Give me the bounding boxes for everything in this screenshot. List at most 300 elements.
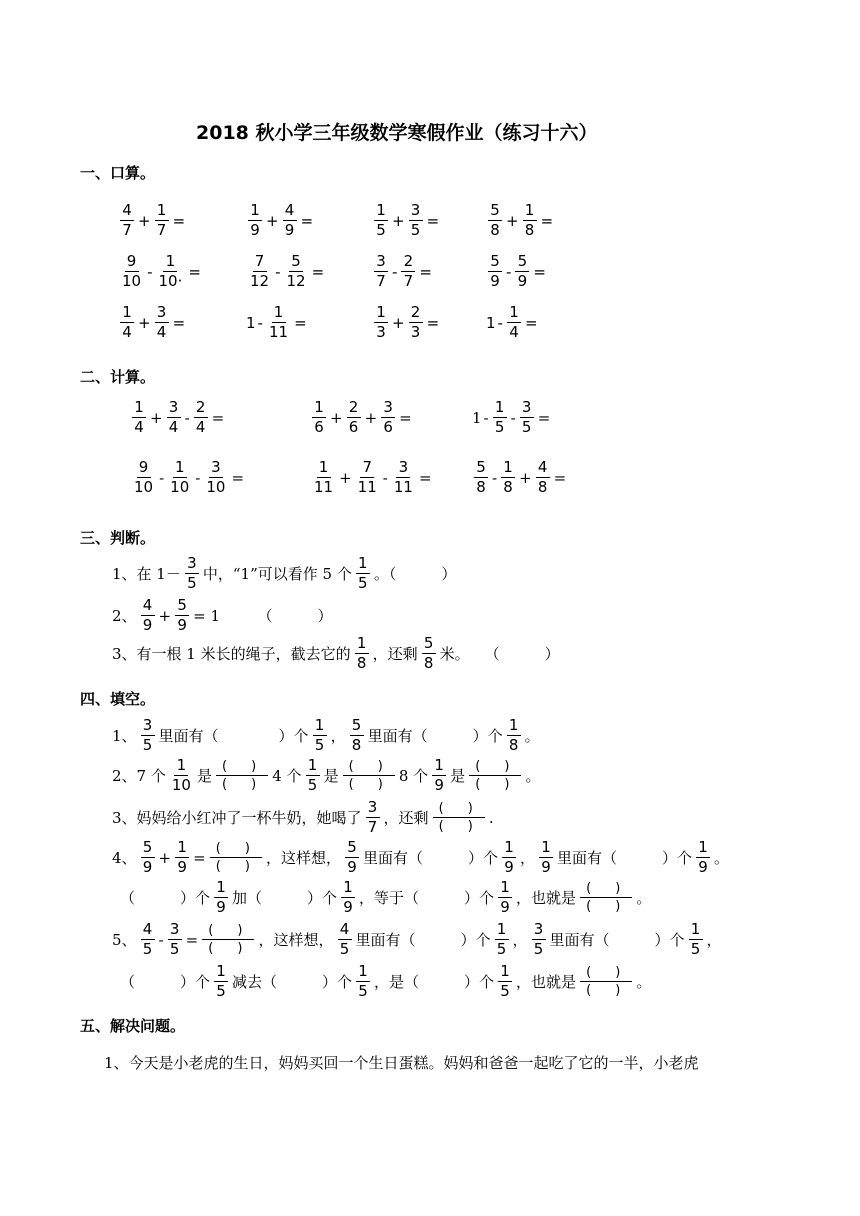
fraction [374, 254, 388, 289]
fraction-numerator: 1 [306, 758, 320, 776]
fraction [285, 254, 308, 289]
fill-item-4 [112, 840, 729, 875]
text-run: 。 [636, 973, 652, 991]
fraction [374, 203, 388, 238]
fraction-denominator: 4 [122, 323, 132, 341]
fraction [374, 305, 388, 340]
fraction [141, 598, 155, 633]
text-run: 里面有（ ）个 [158, 727, 309, 745]
text-run: 是 [450, 767, 466, 785]
fraction-denominator: 8 [490, 221, 500, 239]
fraction-numerator: 1 [374, 305, 388, 323]
fraction [157, 254, 185, 289]
fraction-denominator: 9 [517, 272, 528, 290]
text-run: + [138, 211, 151, 230]
fraction [168, 922, 182, 957]
fraction-numerator: 5 [422, 636, 436, 654]
fraction-numerator: 3 [396, 460, 410, 478]
text-run: - [159, 468, 165, 487]
fraction [120, 203, 134, 238]
section-calc-heading: 二、计算。 [80, 368, 156, 386]
fraction-denominator: ( ) [586, 983, 631, 998]
text-run: + [519, 468, 532, 487]
text-run: - [492, 468, 498, 487]
answer-blank-fraction [469, 760, 521, 791]
fraction-denominator: 8 [524, 221, 535, 239]
fraction-numerator: 1 [539, 840, 553, 858]
fraction-denominator: 5 [314, 736, 325, 754]
text-run: = [524, 313, 538, 332]
oral-item [246, 254, 324, 289]
text-run: - [506, 262, 512, 281]
fraction-numerator: 1 [173, 460, 187, 478]
text-run: ， [512, 931, 528, 949]
judge-item-2 [112, 598, 333, 633]
oral-item [486, 254, 546, 289]
text-run: = [426, 313, 440, 332]
text-run: + [158, 848, 172, 867]
fraction-numerator: 5 [474, 460, 488, 478]
fraction-denominator: 7 [367, 818, 378, 836]
fraction-numerator: 4 [141, 598, 155, 616]
fraction [498, 880, 512, 915]
text-run: + [392, 211, 405, 230]
fill-item-3 [112, 800, 494, 835]
fraction [689, 922, 703, 957]
fraction-denominator: 4 [134, 418, 144, 436]
text-run: = [426, 211, 440, 230]
fraction-numerator: 2 [401, 254, 415, 272]
fraction [432, 758, 446, 793]
text-run: + [506, 211, 519, 230]
fraction-denominator: 9 [504, 858, 514, 876]
fraction-denominator: 10 [170, 478, 190, 496]
fraction-numerator: 4 [120, 203, 134, 221]
fraction-numerator: 1 [341, 880, 355, 898]
fraction-denominator: 8 [537, 478, 548, 496]
text-run: = [419, 262, 432, 281]
fraction [267, 305, 290, 340]
fraction [356, 460, 379, 495]
fraction-denominator: 9 [142, 616, 153, 634]
fraction-numerator: 1 [498, 964, 512, 982]
text-run: ，是（ ）个 [374, 973, 495, 991]
text-run: - [147, 262, 153, 281]
text-run: = [231, 468, 245, 487]
fraction-denominator: 9 [434, 776, 444, 794]
text-run: ， [520, 849, 536, 867]
oral-item [118, 305, 185, 340]
text-run: （ ）个 [120, 973, 211, 991]
fill-item-5-line-2 [120, 964, 651, 999]
text-run: 加（ ）个 [232, 889, 338, 907]
fraction-denominator: 8 [503, 478, 513, 496]
fraction-numerator: 4 [141, 922, 155, 940]
fraction-denominator: 6 [383, 418, 393, 436]
judge-item-1 [112, 556, 456, 591]
fraction-numerator: 1 [174, 758, 188, 776]
text-run: 。 [524, 727, 540, 745]
calc-item [310, 400, 412, 435]
fraction-numerator: 1 [507, 305, 521, 323]
fraction-numerator: 5 [141, 840, 155, 858]
text-run: 1、在 1－ [112, 565, 181, 583]
fraction [507, 718, 521, 753]
text-run: 。 [525, 767, 541, 785]
fraction-numerator: 2 [409, 305, 423, 323]
fraction-denominator: 6 [314, 418, 324, 436]
text-run: - [158, 930, 164, 949]
fraction-numerator: ( ) [433, 802, 485, 818]
fraction [409, 203, 423, 238]
fraction-numerator: 1 [689, 922, 703, 940]
fraction-denominator: 12 [250, 272, 270, 290]
fraction-denominator: 9 [177, 858, 187, 876]
fraction-numerator: 1 [493, 400, 507, 418]
text-run: 3、有一根 1 米长的绳子，截去它的 [112, 645, 351, 663]
text-run: + [138, 313, 151, 332]
text-run: 1、 [112, 727, 137, 745]
fraction-denominator: 8 [356, 654, 367, 672]
fraction-denominator: 7 [376, 272, 386, 290]
text-run: 。 [636, 889, 652, 907]
text-run: . [488, 808, 494, 827]
text-run: （ ）个 [120, 889, 211, 907]
text-run: 4、 [112, 849, 137, 867]
fraction-denominator: 5 [500, 982, 510, 1000]
text-run: 。 [714, 849, 730, 867]
text-run: + [158, 606, 172, 625]
fraction-denominator: ( ) [348, 777, 393, 792]
text-run: = [188, 262, 201, 281]
fraction-denominator: 4 [509, 323, 519, 341]
text-run: ， [330, 727, 346, 745]
fraction [520, 400, 534, 435]
fraction-numerator: 3 [532, 922, 546, 940]
fraction-numerator: 9 [137, 460, 151, 478]
fraction [155, 305, 169, 340]
fraction [515, 254, 529, 289]
fraction-numerator: 1 [214, 964, 228, 982]
text-run: ，等于（ ）个 [359, 889, 495, 907]
text-run: 是 [323, 767, 339, 785]
fraction [536, 460, 550, 495]
fraction-denominator: 5 [187, 574, 197, 592]
fraction-denominator: 10 [122, 272, 142, 290]
fraction-denominator: 10· [158, 272, 183, 290]
text-run: = [294, 313, 307, 332]
calc-item [130, 460, 244, 495]
fraction [141, 840, 155, 875]
fraction-numerator: ( ) [580, 882, 632, 898]
fraction-denominator: 5 [494, 418, 505, 436]
answer-blank-fraction [216, 760, 268, 791]
fraction [350, 718, 364, 753]
fraction-denominator: 5 [216, 982, 226, 1000]
fraction-numerator: 9 [125, 254, 139, 272]
text-run: 1 [246, 313, 256, 332]
fraction-denominator: 5 [307, 776, 318, 794]
text-run: - [510, 408, 516, 427]
fraction-denominator: 5 [376, 221, 386, 239]
fraction-numerator: 1 [523, 203, 537, 221]
fraction [498, 964, 512, 999]
text-run: + [364, 408, 378, 427]
fraction-denominator: 8 [476, 478, 486, 496]
fraction-numerator: 1 [498, 880, 512, 898]
fraction [214, 880, 228, 915]
text-run: ，也就是 [516, 973, 577, 991]
fraction-numerator: ( ) [216, 760, 268, 776]
fraction [283, 203, 297, 238]
fraction-numerator: 3 [209, 460, 223, 478]
fraction [194, 400, 208, 435]
fraction-denominator: 10 [134, 478, 154, 496]
calc-item [472, 400, 550, 435]
text-run: = 1 （ ） [193, 607, 333, 625]
calc-item [130, 400, 224, 435]
fraction [409, 305, 423, 340]
fraction [366, 800, 380, 835]
text-run: ，这样想， [265, 849, 341, 867]
fraction [168, 460, 191, 495]
fraction-denominator: 5 [521, 418, 532, 436]
fraction [120, 305, 134, 340]
text-run: - [257, 313, 263, 332]
fraction-denominator: 9 [142, 858, 153, 876]
fraction-numerator: 1 [432, 758, 446, 776]
fraction-numerator: ( ) [210, 842, 262, 858]
calc-item [472, 460, 566, 495]
fraction-denominator: 10 [171, 776, 191, 794]
section-problem-heading: 五、解决问题。 [80, 1017, 186, 1035]
oral-item [372, 203, 439, 238]
fraction [401, 254, 415, 289]
fraction [507, 305, 521, 340]
fraction-numerator: 1 [501, 460, 515, 478]
fraction [356, 556, 370, 591]
fraction [493, 400, 507, 435]
fraction-numerator: 1 [356, 556, 370, 574]
text-run: - [275, 262, 281, 281]
text-run: = [300, 211, 314, 230]
fraction [532, 922, 546, 957]
text-run: - [195, 468, 201, 487]
text-run: 减去（ ）个 [232, 973, 353, 991]
fraction [214, 964, 228, 999]
fraction-denominator: 5 [690, 940, 701, 958]
fraction-numerator: 3 [381, 400, 395, 418]
text-run: - [392, 262, 398, 281]
text-run: 里面有（ ）个 [557, 849, 693, 867]
text-run: = [553, 468, 567, 487]
fraction-numerator: ( ) [343, 760, 395, 776]
fraction-denominator: 5 [169, 940, 180, 958]
text-run: ，也就是 [516, 889, 577, 907]
fraction-denominator: ( ) [438, 819, 483, 834]
fraction-denominator: 9 [698, 858, 708, 876]
text-run: 里面有（ ）个 [367, 727, 503, 745]
fraction-numerator: 4 [338, 922, 352, 940]
fraction [495, 922, 509, 957]
fraction-denominator: ( ) [586, 899, 631, 914]
fraction-denominator: 9 [347, 858, 357, 876]
fraction [120, 254, 143, 289]
text-run: = [418, 468, 432, 487]
fraction-numerator: 1 [120, 305, 134, 323]
fraction-denominator: 9 [216, 898, 226, 916]
fraction-numerator: 1 [374, 203, 388, 221]
text-run: + [266, 211, 279, 230]
fraction-numerator: 1 [507, 718, 521, 736]
fraction-numerator: 1 [155, 203, 169, 221]
fraction-denominator: 9 [177, 616, 187, 634]
text-run: 是 [196, 767, 212, 785]
fraction-numerator: 3 [366, 800, 380, 818]
fraction-numerator: 1 [696, 840, 710, 858]
answer-blank-fraction [343, 760, 395, 791]
oral-item [372, 254, 432, 289]
fraction-denominator: 3 [376, 323, 386, 341]
fraction-numerator: 5 [488, 254, 502, 272]
fraction-numerator: ( ) [580, 966, 632, 982]
fraction [141, 922, 155, 957]
fraction-denominator: 4 [195, 418, 206, 436]
fraction-numerator: 1 [317, 460, 331, 478]
fraction-numerator: 1 [312, 400, 326, 418]
fraction [204, 460, 227, 495]
section-oral-heading: 一、口算。 [80, 164, 156, 182]
fraction-denominator: 5 [358, 574, 368, 592]
fraction-denominator: 7 [156, 221, 167, 239]
fraction-denominator: 5 [410, 221, 421, 239]
oral-item [118, 203, 185, 238]
fraction-denominator: 8 [351, 736, 362, 754]
text-run: = [172, 313, 186, 332]
fraction-numerator: 1 [132, 400, 146, 418]
fraction [132, 400, 146, 435]
text-run: = [540, 211, 554, 230]
fraction-numerator: 3 [141, 718, 155, 736]
fraction [313, 718, 327, 753]
text-run: + [392, 313, 405, 332]
text-run: + [339, 468, 352, 487]
text-run: + [150, 408, 163, 427]
fraction-denominator: 9 [541, 858, 551, 876]
fraction-numerator: 3 [167, 400, 181, 418]
text-run: 3、妈妈给小红冲了一杯牛奶，她喝了 [112, 809, 362, 827]
text-run: 里面有（ ）个 [355, 931, 491, 949]
fraction-numerator: 5 [350, 718, 364, 736]
fraction-denominator: ( ) [475, 777, 520, 792]
fraction-numerator: 7 [360, 460, 374, 478]
oral-item [246, 305, 307, 340]
fraction-numerator: 1 [163, 254, 177, 272]
fraction [132, 460, 155, 495]
text-run: 5、 [112, 931, 137, 949]
fraction [356, 964, 370, 999]
fraction-numerator: 1 [355, 636, 369, 654]
answer-blank-fraction [580, 966, 632, 997]
fraction-denominator: 3 [410, 323, 421, 341]
fraction-numerator: 1 [495, 922, 509, 940]
fraction-denominator: 9 [490, 272, 500, 290]
fraction-denominator: 11 [393, 478, 413, 496]
fraction-numerator: 1 [313, 718, 327, 736]
oral-item [486, 305, 538, 340]
fraction-numerator: 3 [185, 556, 199, 574]
fraction-denominator: ( ) [208, 941, 253, 956]
text-run: + [330, 408, 343, 427]
fraction-denominator: 11 [314, 478, 334, 496]
fill-item-4-line-2 [120, 880, 651, 915]
fraction-numerator: 5 [488, 203, 502, 221]
text-run: = [311, 262, 325, 281]
fraction-denominator: 5 [496, 940, 507, 958]
judge-item-3 [112, 636, 560, 671]
fraction [170, 758, 193, 793]
fraction [167, 400, 181, 435]
fraction-numerator: 4 [536, 460, 550, 478]
text-run: ，这样想， [258, 931, 334, 949]
text-run: 4 个 [272, 767, 302, 785]
fill-item-2 [112, 758, 540, 793]
fraction-denominator: 8 [508, 736, 519, 754]
text-run: = [211, 408, 225, 427]
answer-blank-fraction [210, 842, 262, 873]
text-run: = [185, 930, 199, 949]
answer-blank-fraction [202, 924, 254, 955]
fraction-denominator: 5 [142, 940, 153, 958]
fraction-denominator: ( ) [215, 859, 260, 874]
fraction-numerator: ( ) [202, 924, 254, 940]
fraction-denominator: ( ) [221, 777, 267, 792]
section-judge-heading: 三、判断。 [80, 529, 156, 547]
text-run: = [193, 848, 206, 867]
text-run: = [399, 408, 412, 427]
fraction-numerator: 2 [347, 400, 361, 418]
text-run: 2、7 个 [112, 767, 166, 785]
text-run: 。（ ） [373, 565, 457, 583]
fraction [488, 254, 502, 289]
oral-item [118, 254, 201, 289]
oral-item [486, 203, 553, 238]
text-run: - [184, 408, 190, 427]
fraction-numerator: 3 [409, 203, 423, 221]
fill-item-5 [112, 922, 722, 957]
fill-item-1 [112, 718, 540, 753]
fraction [422, 636, 436, 671]
fraction-numerator: 1 [356, 964, 370, 982]
fraction-denominator: 5 [358, 982, 368, 1000]
fraction-numerator: ( ) [469, 760, 521, 776]
text-run: 1 [486, 313, 496, 332]
fraction-numerator: 3 [155, 305, 169, 323]
text-run: = [172, 211, 186, 230]
fraction [696, 840, 710, 875]
fraction [523, 203, 537, 238]
fraction-denominator: 11 [357, 478, 377, 496]
problem-item: 1、今天是小老虎的生日，妈妈买回一个生日蛋糕。妈妈和爸爸一起吃了它的一半，小老虎 [104, 1054, 699, 1072]
fraction-numerator: 1 [175, 840, 189, 858]
fraction-numerator: 1 [214, 880, 228, 898]
fraction-numerator: 1 [502, 840, 516, 858]
text-run: 8 个 [398, 767, 429, 785]
fraction-numerator: 5 [175, 598, 189, 616]
fraction [175, 840, 189, 875]
text-run: - [483, 408, 489, 427]
fraction [488, 203, 502, 238]
